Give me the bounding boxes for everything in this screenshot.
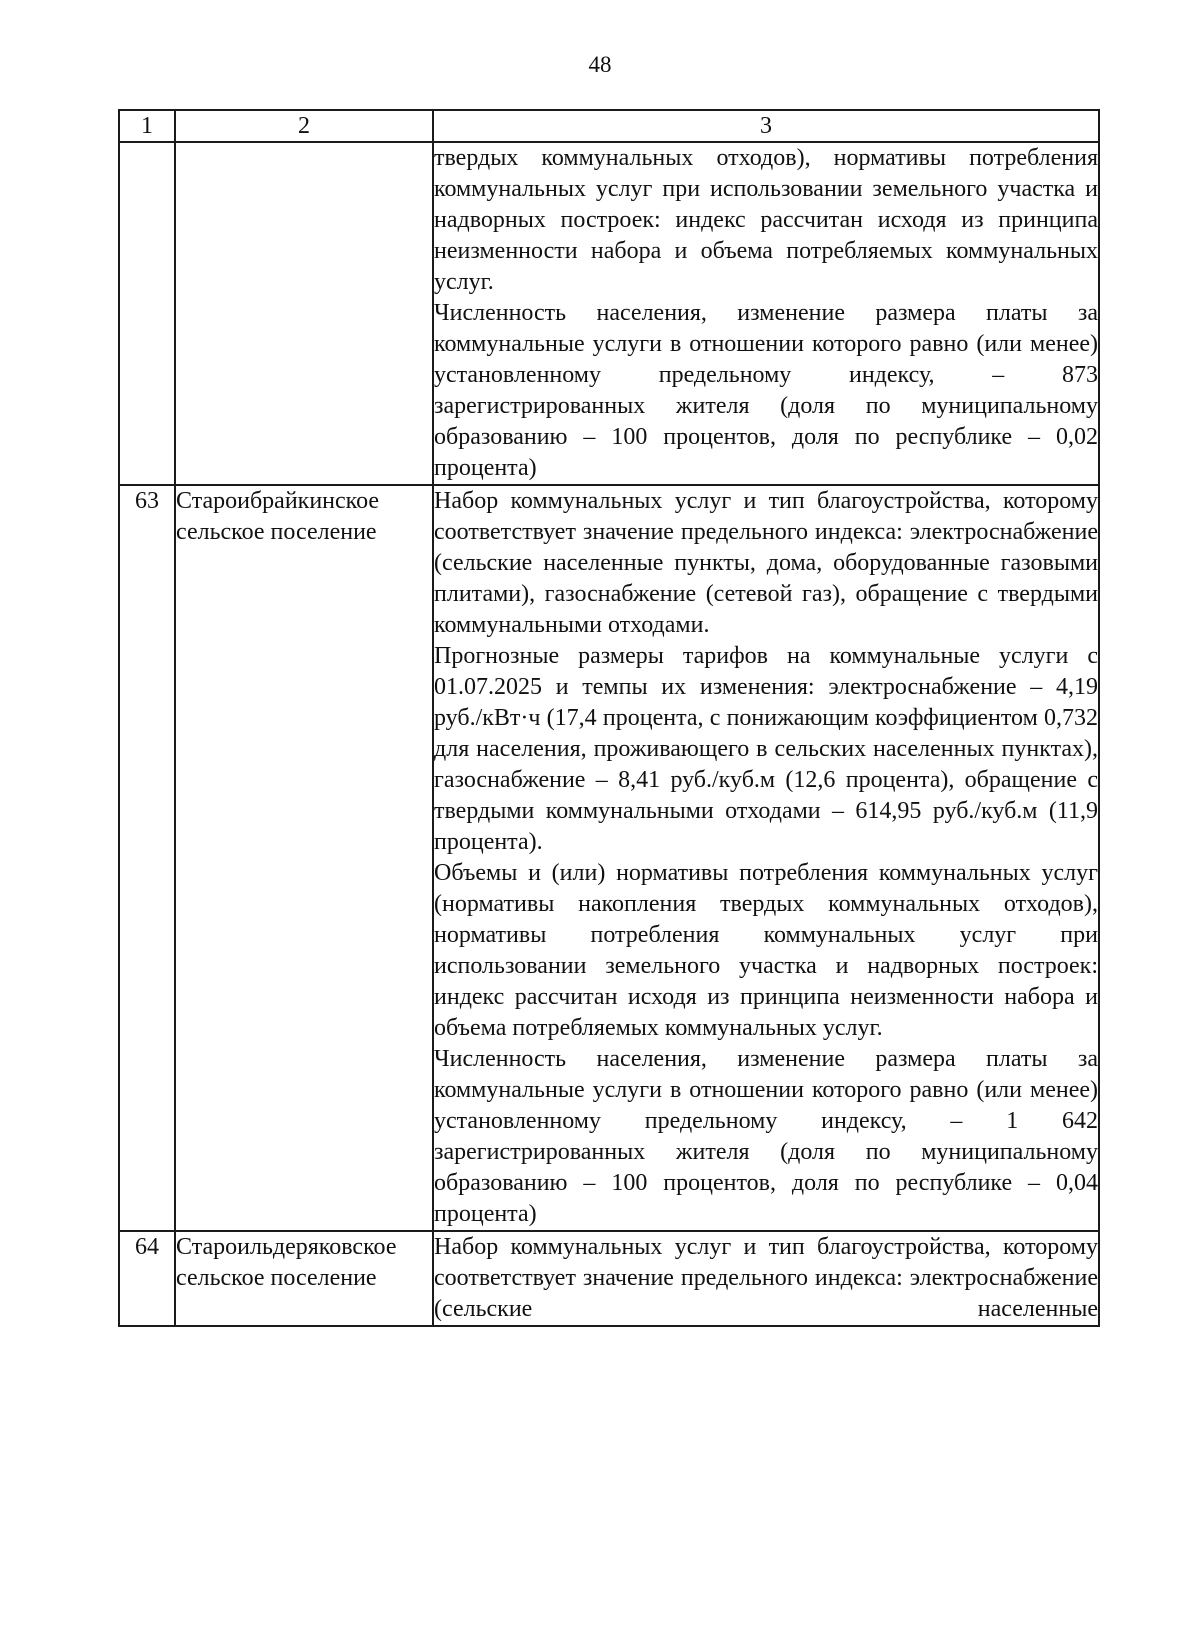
paragraph: Набор коммунальных услуг и тип благоустройства, которому соответствует значение предельного индекса: электроснабжение (сельские населенные	[434, 1234, 1098, 1322]
column-header-1: 1	[119, 110, 175, 142]
paragraph: Набор коммунальных услуг и тип благоустройства, которому соответствует значение предельного индекса: электроснабжение (сельские населенные пункты, дома, оборудованные газовыми плитами), газоснабжение (сетевой газ), обращение с твердыми коммунальными отходами.	[434, 488, 1098, 638]
table-row-64	[119, 1231, 1099, 1326]
description-cell	[433, 1231, 1099, 1326]
settlement-name: Староибрайкинское сельское поселение	[175, 485, 433, 1231]
row-number	[119, 142, 175, 485]
tariff-table	[118, 109, 1100, 1327]
page-number: 48	[588, 52, 612, 77]
description-cell	[433, 142, 1099, 485]
paragraph: Численность населения, изменение размера платы за коммунальные услуги в отношении которого равно (или менее) установленному предельному индексу, – 1 642 зарегистрированных жителя (доля по муниципальному образованию – 100 процентов, доля по республике – 0,04 процента)	[434, 1046, 1098, 1227]
paragraph: Объемы и (или) нормативы потребления коммунальных услуг (нормативы накопления твердых коммунальных отходов), нормативы потребления коммунальных услуг при использовании земельного участка и надворных построек: индекс рассчитан исходя из принципа неизменности набора и объема потребляемых коммунальных услуг.	[434, 860, 1098, 1041]
column-header-2: 2	[175, 110, 433, 142]
table-header-row	[119, 110, 1099, 142]
row-number: 63	[119, 485, 175, 1231]
description-cell	[433, 485, 1099, 1231]
settlement-name: Староильдеряковское сельское поселение	[175, 1231, 433, 1326]
table-row-continued	[119, 142, 1099, 485]
paragraph: Численность населения, изменение размера платы за коммунальные услуги в отношении которого равно (или менее) установленному предельному индексу, – 873 зарегистрированных жителя (доля по муниципальному образованию – 100 процентов, доля по республике – 0,02 процента)	[434, 300, 1098, 481]
column-header-3: 3	[433, 110, 1099, 142]
settlement-name	[175, 142, 433, 485]
row-number: 64	[119, 1231, 175, 1326]
paragraph: Прогнозные размеры тарифов на коммунальные услуги с 01.07.2025 и темпы их изменения: электроснабжение – 4,19 руб./кВт·ч (17,4 процента, с понижающим коэффициентом 0,732 для населения, проживающего в сельских населенных пунктах), газоснабжение – 8,41 руб./куб.м (12,6 процента), обращение с твердыми коммунальными отходами – 614,95 руб./куб.м (11,9 процента).	[434, 643, 1098, 855]
table-row-63	[119, 485, 1099, 1231]
paragraph: твердых коммунальных отходов), нормативы потребления коммунальных услуг при использовании земельного участка и надворных построек: индекс рассчитан исходя из принципа неизменности набора и объема потребляемых коммунальных услуг.	[434, 145, 1098, 295]
